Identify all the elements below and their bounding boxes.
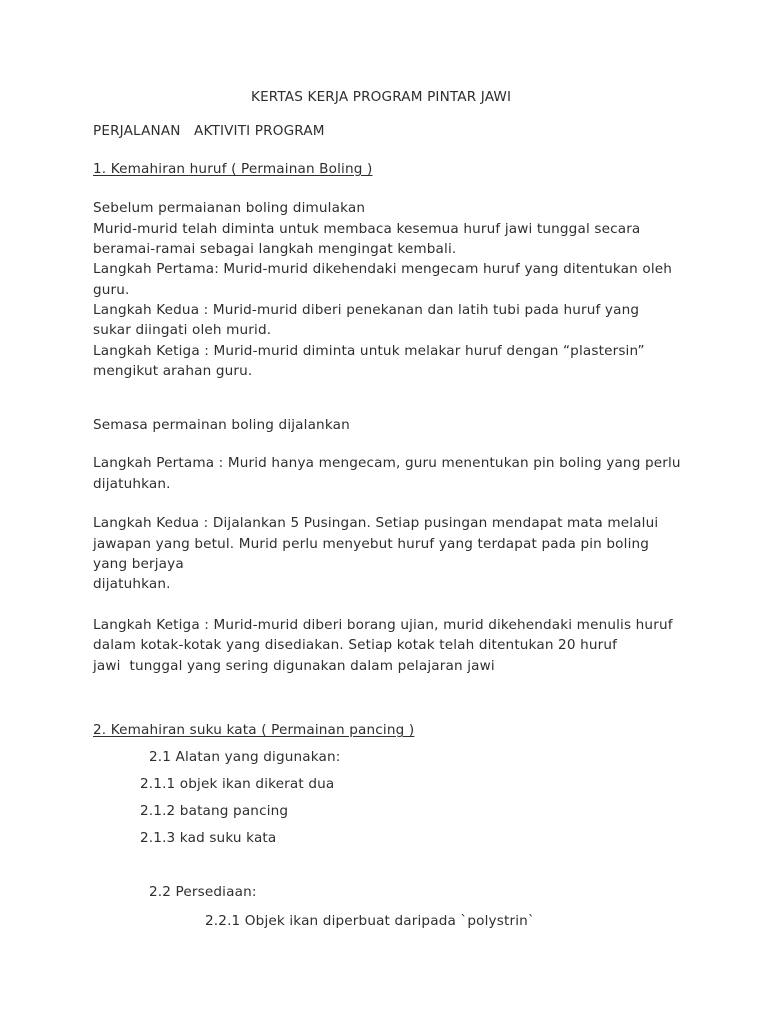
tools-heading: 2.1 Alatan yang digunakan: bbox=[149, 749, 341, 765]
document-title: KERTAS KERJA PROGRAM PINTAR JAWI bbox=[251, 89, 512, 105]
paragraph-line: yang berjaya bbox=[93, 556, 184, 572]
list-item: 2.1.3 kad suku kata bbox=[140, 830, 277, 846]
paragraph-line: Murid-murid telah diminta untuk membaca kesemua huruf jawi tunggal secara bbox=[93, 221, 641, 237]
section2-heading: 2. Kemahiran suku kata ( Permainan pancing ) bbox=[93, 722, 415, 738]
paragraph-line: Langkah Kedua : Murid-murid diberi penekanan dan latih tubi pada huruf yang bbox=[93, 302, 640, 318]
paragraph-line: guru. bbox=[93, 282, 130, 298]
section-heading-program: PERJALANAN AKTIVITI PROGRAM bbox=[93, 123, 325, 139]
paragraph-line: mengikut arahan guru. bbox=[93, 363, 253, 379]
paragraph-line: jawi tunggal yang sering digunakan dalam pelajaran jawi bbox=[93, 658, 495, 674]
paragraph-line: Langkah Ketiga : Murid-murid diminta untuk melakar huruf dengan “plastersin” bbox=[93, 343, 645, 359]
list-item: 2.1.2 batang pancing bbox=[140, 803, 289, 819]
list-item: 2.2.1 Objek ikan diperbuat daripada `polystrin` bbox=[205, 913, 535, 929]
paragraph-line: dijatuhkan. bbox=[93, 476, 171, 492]
list-item: 2.1.1 objek ikan dikerat dua bbox=[140, 776, 335, 792]
paragraph-line: dijatuhkan. bbox=[93, 576, 171, 592]
paragraph-line: beramai-ramai sebagai langkah mengingat kembali. bbox=[93, 241, 457, 257]
paragraph-line: dalam kotak-kotak yang disediakan. Setiap kotak telah ditentukan 20 huruf bbox=[93, 637, 618, 653]
before-game-label: Sebelum permaianan boling dimulakan bbox=[93, 200, 366, 216]
paragraph-line: sukar diingati oleh murid. bbox=[93, 322, 272, 338]
paragraph-line: jawapan yang betul. Murid perlu menyebut huruf yang terdapat pada pin boling bbox=[93, 536, 650, 552]
section1-heading: 1. Kemahiran huruf ( Permainan Boling ) bbox=[93, 161, 373, 177]
during-game-label: Semasa permainan boling dijalankan bbox=[93, 417, 350, 433]
paragraph-line: Langkah Kedua : Dijalankan 5 Pusingan. Setiap pusingan mendapat mata melalui bbox=[93, 515, 659, 531]
paragraph-line: Langkah Pertama : Murid hanya mengecam, guru menentukan pin boling yang perlu bbox=[93, 455, 681, 471]
paragraph-line: Langkah Pertama: Murid-murid dikehendaki mengecam huruf yang ditentukan oleh bbox=[93, 261, 673, 277]
preparation-heading: 2.2 Persediaan: bbox=[149, 884, 257, 900]
paragraph-line: Langkah Ketiga : Murid-murid diberi borang ujian, murid dikehendaki menulis huruf bbox=[93, 617, 673, 633]
